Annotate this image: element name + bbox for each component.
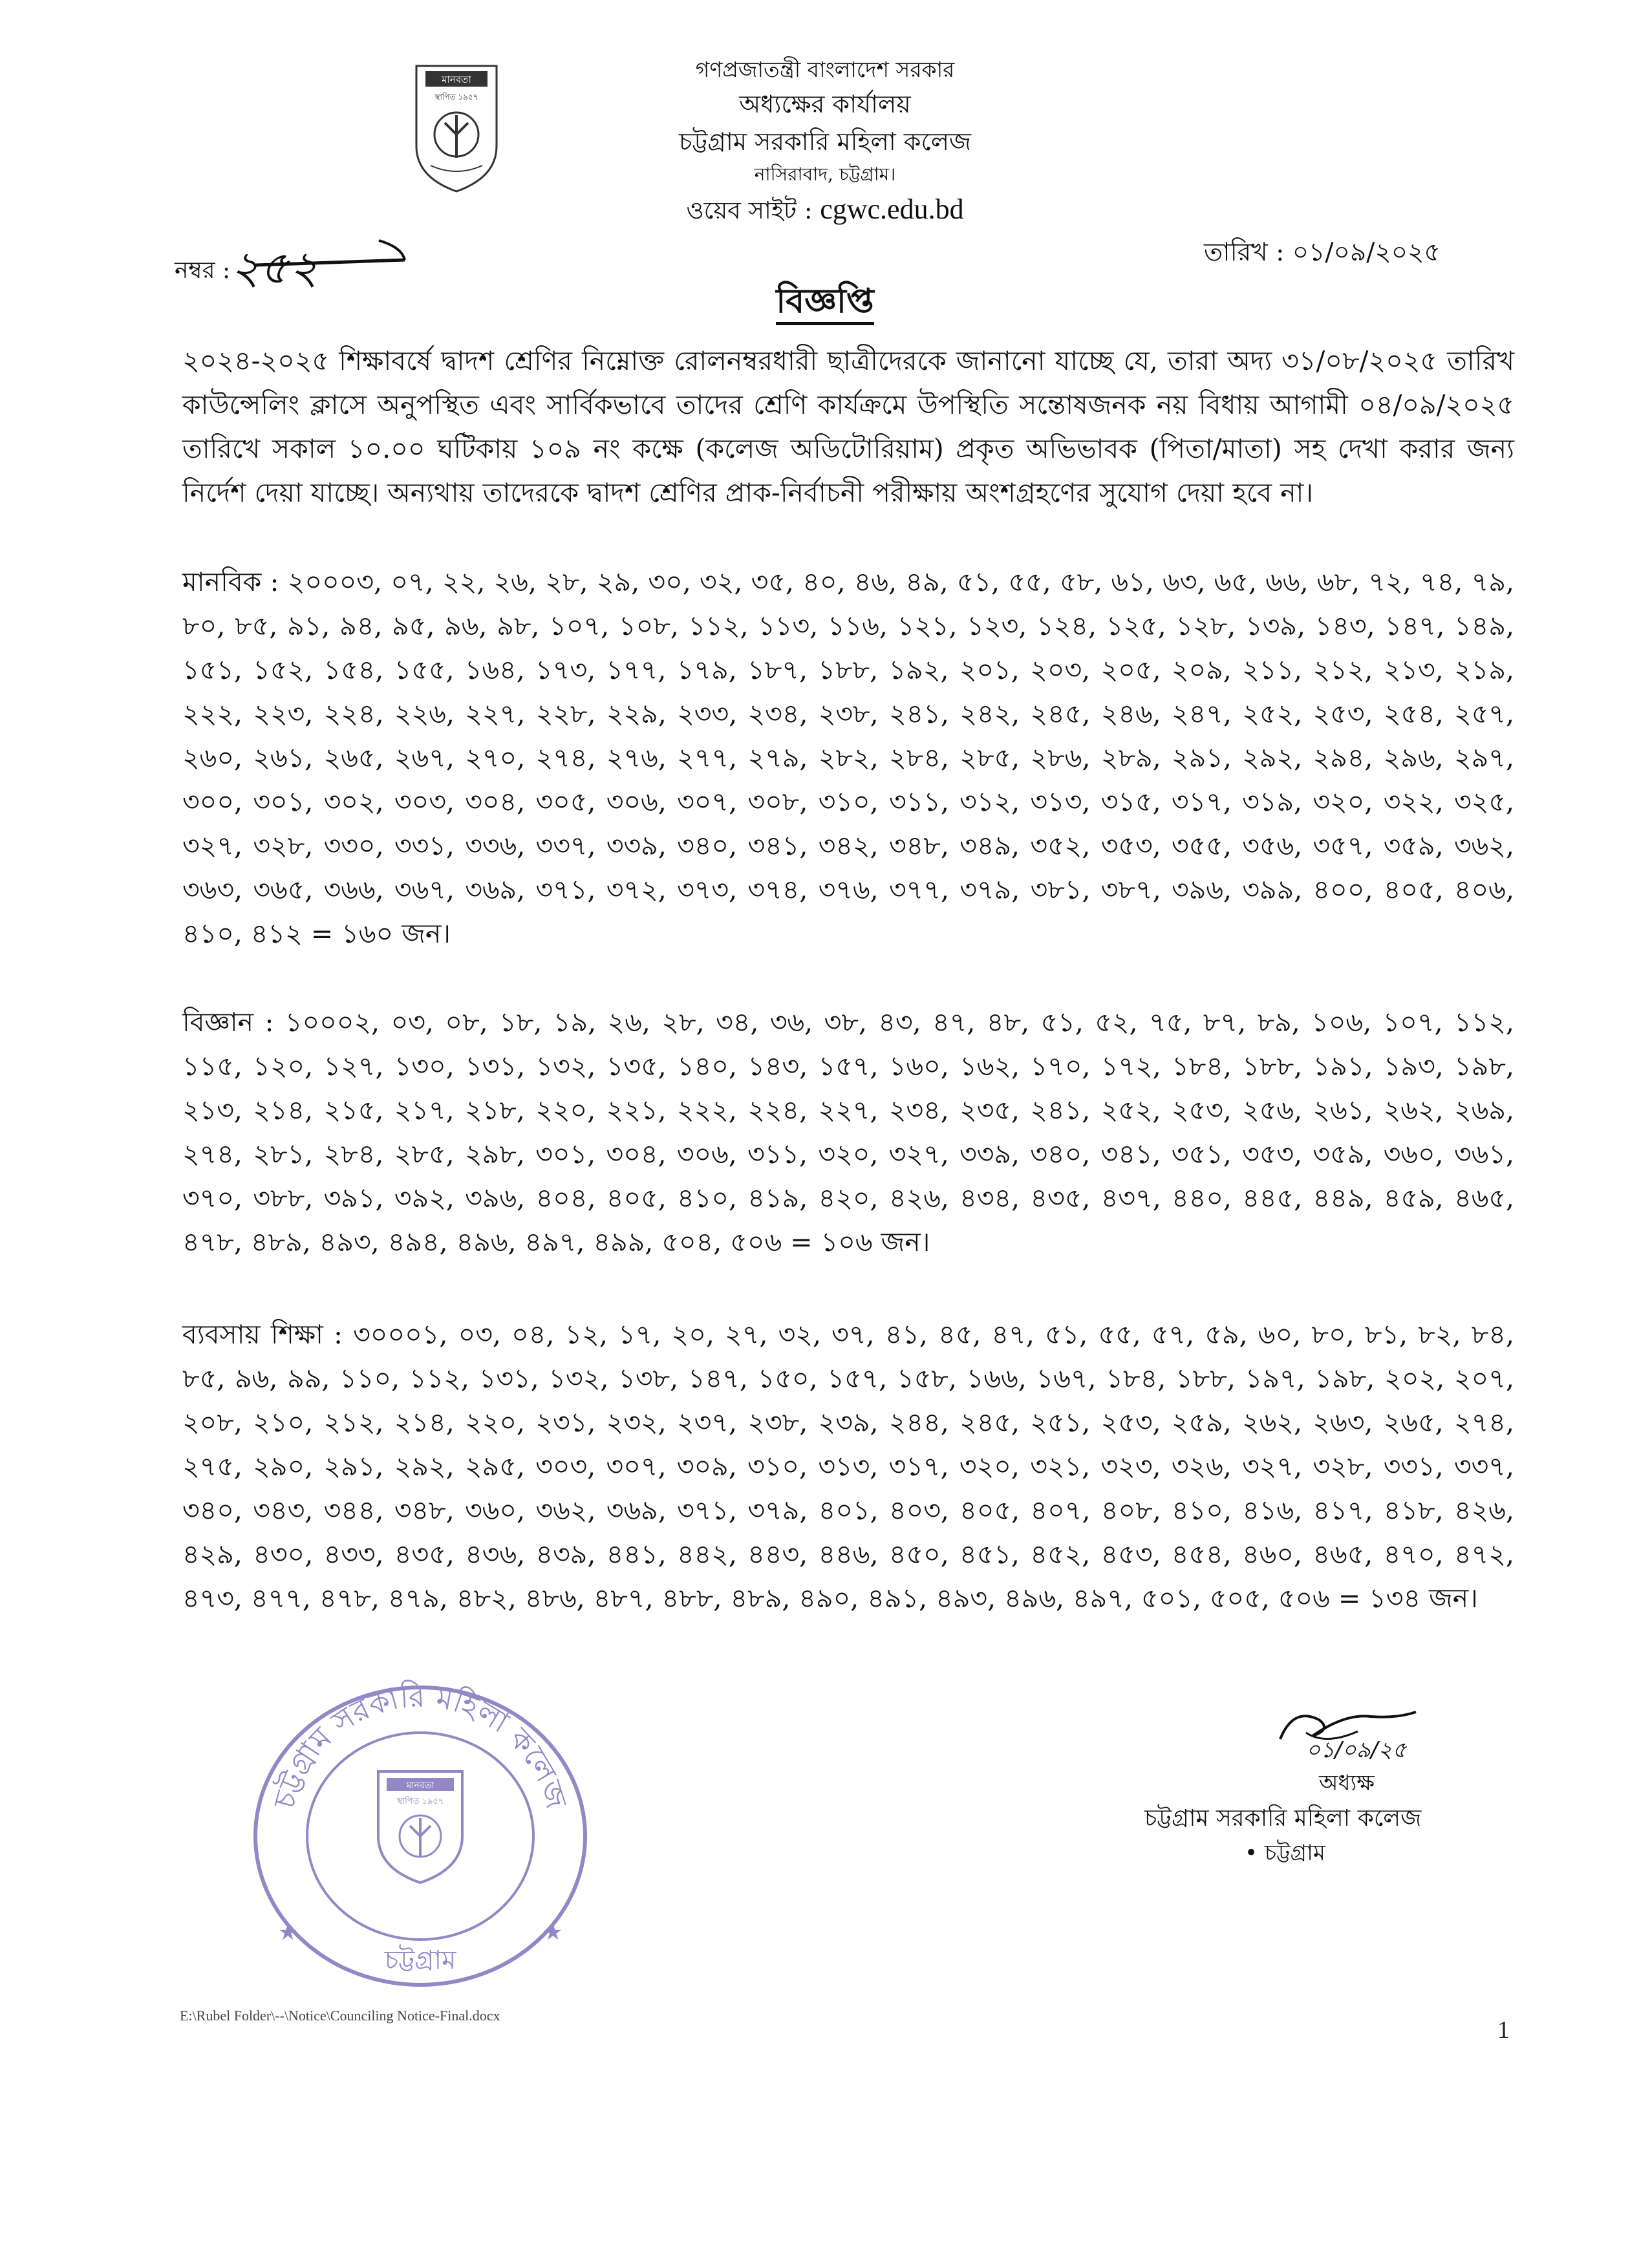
signatory-city: • চট্টগ্রাম <box>1245 1840 1325 1866</box>
group-arts <box>182 560 1514 956</box>
header-website <box>517 191 1133 232</box>
group-arts-label: মানবিক : <box>182 566 279 597</box>
signatory-title: অধ্যক্ষ <box>1319 1770 1375 1796</box>
website-url[interactable]: cgwc.edu.bd <box>820 193 964 225</box>
svg-text:চট্টগ্রাম সরকারি মহিলা কলেজ <box>266 1678 574 1813</box>
stamp-inner-year: স্থাপিত ১৯৫৭ <box>396 1797 444 1806</box>
page-number: 1 <box>1497 2017 1510 2044</box>
group-science-label: বিজ্ঞান : <box>182 1007 274 1038</box>
stamp-inner-motto: মানবতা <box>406 1781 434 1791</box>
official-stamp <box>239 1674 601 1998</box>
date-label: তারিখ : <box>1204 238 1285 267</box>
svg-text:★: ★ <box>543 1920 563 1945</box>
svg-text:★: ★ <box>278 1920 298 1945</box>
header-address: নাসিরাবাদ, চট্টগ্রাম। <box>754 164 896 185</box>
stamp-ring-text: চট্টগ্রাম সরকারি মহিলা কলেজ <box>266 1678 574 1813</box>
college-logo <box>411 62 502 195</box>
memo-handwritten-number: ২৫২ <box>230 241 319 294</box>
notice-title-text: বিজ্ঞপ্তি <box>776 281 873 325</box>
group-arts-rolls: ২০০০৩, ০৭, ২২, ২৬, ২৮, ২৯, ৩০, ৩২, ৩৫, ৪০, ৪৬, ৪৯, ৫১, ৫৫, ৫৮, ৬১, ৬৩, ৬৫, ৬৬, ৬৮, ৭২, ৭৪, ৭৯, ৮০, ৮৫, ৯১, ৯৪, ৯৫, ৯৬, ৯৮, ১০৭, ১০৮, ১১২, ১১৩, ১১৬, ১২১, ১২৩, ১২৪, ১২৫, ১২৮, ১৩৯, ১৪৩, ১৪৭, ১৪৯, ১৫১, ১৫২, ১৫৪, ১৫৫, ১৬৪, ১৭৩, ১৭৭, ১৭৯, ১৮৭, ১৮৮, ১৯২, ২০১, ২০৩, ২০৫, ২০৯, ২১১, ২১২, ২১৩, ২১৯, ২২২, ২২৩, ২২৪, ২২৬, ২২৭, ২২৮, ২২৯, ২৩৩, ২৩৪, ২৩৮, ২৪১, ২৪২, ২৪৫, ২৪৬, ২৪৭, ২৫২, ২৫৩, ২৫৪, ২৫৭, ২৬০, ২৬১, ২৬৫, ২৬৭, ২৭০, ২৭৪, ২৭৬, ২৭৭, ২৭৯, ২৮২, ২৮৪, ২৮৫, ২৮৬, ২৮৯, ২৯১, ২৯২, ২৯৪, ২৯৬, ২৯৭, ৩০০, ৩০১, ৩০২, ৩০৩, ৩০৪, ৩০৫, ৩০৬, ৩০৭, ৩০৮, ৩১০, ৩১১, ৩১২, ৩১৩, ৩১৫, ৩১৭, ৩১৯, ৩২০, ৩২২, ৩২৫, ৩২৭, ৩২৮, ৩৩০, ৩৩১, ৩৩৬, ৩৩৭, ৩৩৯, ৩৪০, ৩৪১, ৩৪২, ৩৪৮, ৩৪৯, ৩৫২, ৩৫৩, ৩৫৫, ৩৫৬, ৩৫৭, ৩৫৯, ৩৬২, ৩৬৩, ৩৬৫, ৩৬৬, ৩৬৭, ৩৬৯, ৩৭১, ৩৭২, ৩৭৩, ৩৭৪, ৩৭৬, ৩৭৭, ৩৭৯, ৩৮১, ৩৮৭, ৩৯৬, ৩৯৯, ৪০০, ৪০৫, ৪০৬, ৪১০, ৪১২ <box>182 566 1514 949</box>
signature-date: ০১/০৯/২৫ <box>1306 1737 1407 1762</box>
group-business-rolls: ৩০০০১, ০৩, ০৪, ১২, ১৭, ২০, ২৭, ৩২, ৩৭, ৪১, ৪৫, ৪৭, ৫১, ৫৫, ৫৭, ৫৯, ৬০, ৮০, ৮১, ৮২, ৮৪, ৮৫, ৯৬, ৯৯, ১১০, ১১২, ১৩১, ১৩২, ১৩৮, ১৪৭, ১৫০, ১৫৭, ১৫৮, ১৬৬, ১৬৭, ১৮৪, ১৮৮, ১৯৭, ১৯৮, ২০২, ২০৭, ২০৮, ২১০, ২১২, ২১৪, ২২০, ২৩১, ২৩২, ২৩৭, ২৩৮, ২৩৯, ২৪৪, ২৪৫, ২৫১, ২৫৩, ২৫৯, ২৬২, ২৬৩, ২৬৫, ২৭৪, ২৭৫, ২৯০, ২৯১, ২৯২, ২৯৫, ৩০৩, ৩০৭, ৩০৯, ৩১০, ৩১৩, ৩১৭, ৩২০, ৩২১, ৩২৩, ৩২৬, ৩২৭, ৩২৮, ৩৩১, ৩৩৭, ৩৪০, ৩৪৩, ৩৪৪, ৩৪৮, ৩৬০, ৩৬২, ৩৬৯, ৩৭১, ৩৭৯, ৪০১, ৪০৩, ৪০৫, ৪০৭, ৪০৮, ৪১০, ৪১৬, ৪১৭, ৪১৮, ৪২৬, ৪২৯, ৪৩০, ৪৩৩, ৪৩৫, ৪৩৬, ৪৩৯, ৪৪১, ৪৪২, ৪৪৩, ৪৪৬, ৪৫০, ৪৫১, ৪৫২, ৪৫৩, ৪৫৪, ৪৬০, ৪৬৫, ৪৭০, ৪৭২, ৪৭৩, ৪৭৭, ৪৭৮, ৪৭৯, ৪৮২, ৪৮৬, ৪৮৭, ৪৮৮, ৪৮৯, ৪৯০, ৪৯১, ৪৯৩, ৪৯৬, ৪৯৭, ৫০১, ৫০৫, ৫০৬ <box>182 1319 1514 1614</box>
date-value: ০১/০৯/২০২৫ <box>1292 238 1441 267</box>
notice-date <box>1204 233 1441 275</box>
logo-motto: মানবতা <box>442 74 471 85</box>
signatory-college: চট্টগ্রাম সরকারি মহিলা কলেজ <box>1144 1805 1422 1832</box>
notice-body: ২০২৪-২০২৫ শিক্ষাবর্ষে দ্বাদশ শ্রেণির নিম্নোক্ত রোলনম্বরধারী ছাত্রীদেরকে জানানো যাচ্ছে যে, তারা অদ্য ৩১/০৮/২০২৫ তারিখ কাউন্সেলিং ক্লাসে অনুপস্থিত এবং সার্বিকভাবে তাদের শ্রেণি কার্যক্রমে উপস্থিতি সন্তোষজনক নয় বিধায় আগামী ০৪/০৯/২০২৫ তারিখে সকাল ১০.০০ ঘটিকায় ১০৯ নং কক্ষে (কলেজ অডিটোরিয়াম) প্রকৃত অভিভাবক (পিতা/মাতা) সহ দেখা করার জন্য নির্দেশ দেয়া যাচ্ছে। অন্যথায় তাদেরকে দ্বাদশ শ্রেণির প্রাক-নির্বাচনী পরীক্ষায় অংশগ্রহণের সুযোগ দেয়া হবে না। <box>182 345 1514 508</box>
group-business-label: ব্যবসায় শিক্ষা : <box>182 1319 343 1350</box>
header-government: গণপ্রজাতন্ত্রী বাংলাদেশ সরকার <box>695 57 955 82</box>
group-science-rolls: ১০০০২, ০৩, ০৮, ১৮, ১৯, ২৬, ২৮, ৩৪, ৩৬, ৩৮, ৪৩, ৪৭, ৪৮, ৫১, ৫২, ৭৫, ৮৭, ৮৯, ১০৬, ১০৭, ১১২, ১১৫, ১২০, ১২৭, ১৩০, ১৩১, ১৩২, ১৩৫, ১৪০, ১৪৩, ১৫৭, ১৬০, ১৬২, ১৭০, ১৭২, ১৮৪, ১৮৮, ১৯১, ১৯৩, ১৯৮, ২১৩, ২১৪, ২১৫, ২১৭, ২১৮, ২২০, ২২১, ২২২, ২২৪, ২২৭, ২৩৪, ২৩৫, ২৪১, ২৫২, ২৫৩, ২৫৬, ২৬১, ২৬২, ২৬৯, ২৭৪, ২৮১, ২৮৪, ২৮৫, ২৯৮, ৩০১, ৩০৪, ৩০৬, ৩১১, ৩২০, ৩২৭, ৩৩৯, ৩৪০, ৩৪১, ৩৫১, ৩৫৩, ৩৫৯, ৩৬০, ৩৬১, ৩৭০, ৩৮৮, ৩৯১, ৩৯২, ৩৯৬, ৪০৪, ৪০৫, ৪১০, ৪১৯, ৪২০, ৪২৬, ৪৩৪, ৪৩৫, ৪৩৭, ৪৪০, ৪৪৫, ৪৪৯, ৪৫৯, ৪৬৫, ৪৭৮, ৪৮৯, ৪৯৩, ৪৯৪, ৪৯৬, ৪৯৭, ৪৯৯, ৫০৪, ৫০৬ <box>182 1007 1514 1257</box>
memo-label: নম্বর : <box>175 257 231 284</box>
header-college: চট্টগ্রাম সরকারি মহিলা কলেজ <box>678 127 972 156</box>
group-business-total: = ১৩৪ জন। <box>1338 1583 1478 1614</box>
stamp-bottom-text: চট্টগ্রাম <box>384 1945 456 1975</box>
principal-signature <box>1267 1700 1442 1762</box>
website-label: ওয়েব সাইট : <box>686 197 813 224</box>
logo-year: স্থাপিত ১৯৫৭ <box>434 92 478 102</box>
group-business <box>182 1312 1514 1620</box>
notice-title <box>0 275 1650 331</box>
memo-underline-stroke <box>250 234 411 270</box>
group-science-total: = ১০৬ জন। <box>790 1226 930 1257</box>
group-arts-total: = ১৬০ জন। <box>310 918 451 949</box>
header-office: অধ্যক্ষের কার্যালয় <box>739 90 911 118</box>
group-science <box>182 1000 1514 1264</box>
file-path: E:\Rubel Folder\--\Notice\Counciling Notice-Final.docx <box>180 2007 500 2024</box>
signatory-city-text: চট্টগ্রাম <box>1264 1840 1325 1866</box>
